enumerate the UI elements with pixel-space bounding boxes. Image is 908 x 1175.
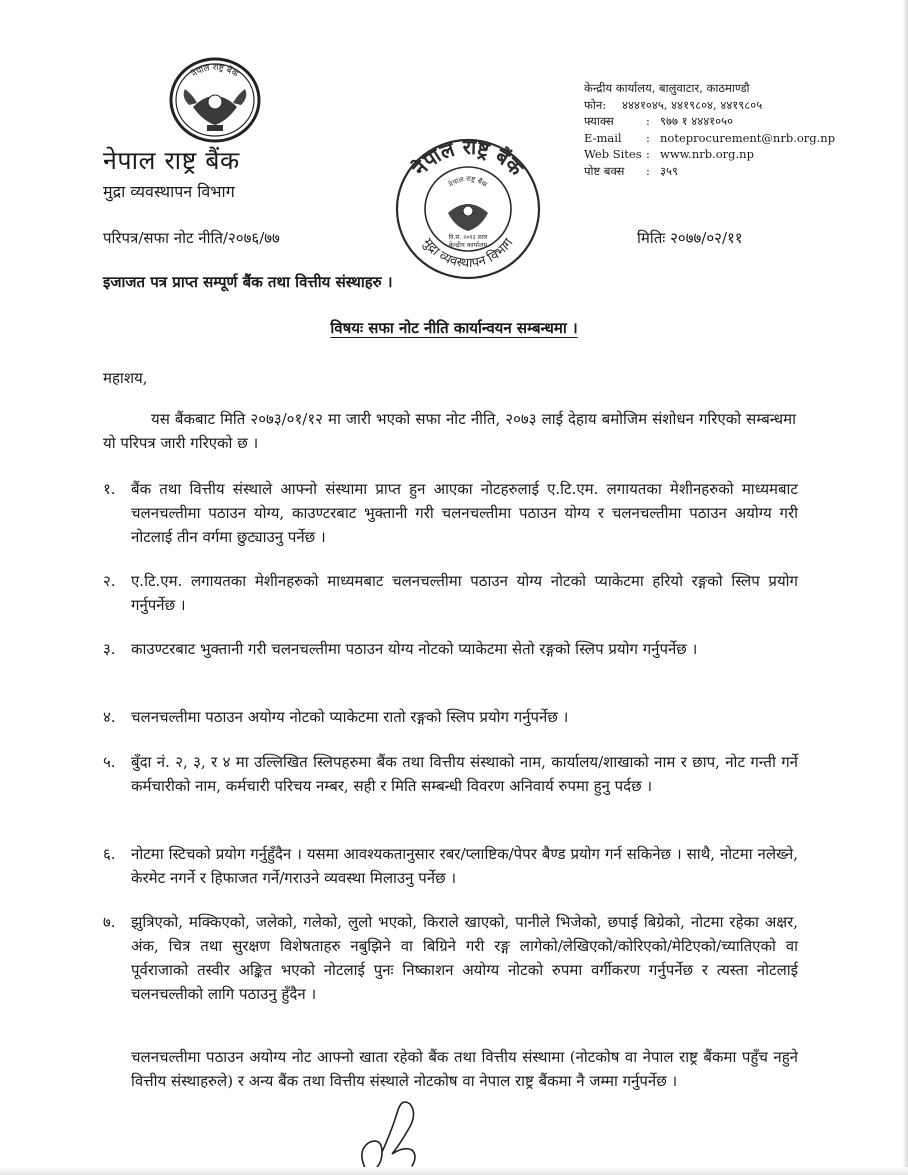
point-text: बैंक तथा वित्तीय संस्थाले आफ्नो संस्थामा प्राप्त हुन आएका नोटहरुलाई ए.टि.एम. लगायतका मेशीनहरुको माध्यमबाट चलनचल्तीमा पठाउन योग्य, काउण्टरबाट भुक्तानी गरी चलनचल्तीमा पठाउन योग्य र चलनचल्तीमा पठाउन अयोग्य गरी नोटलाई तीन वर्गमा छुट्याउनु पर्नेछ ।: [131, 480, 798, 546]
stamp-bottom-text: मुद्रा व्यवस्थापन विभाग: [419, 235, 517, 272]
closing-paragraph: चलनचल्तीमा पठाउन अयोग्य नोट आफ्नो खाता रहेको बैंक तथा वित्तीय संस्थामा (नोटकोष वा नेपाल राष्ट्र बैंकमा पहुँच नहुने वित्तीय संस्थाहरुले) र अन्य बैंक तथा वित्तीय संस्थाले नोटकोष वा नेपाल राष्ट्र बैंकमा नै जम्मा गर्नुपर्नेछ ।: [131, 1048, 798, 1090]
list-item: [103, 910, 798, 1006]
list-item: [103, 637, 798, 661]
logo-ring-text: नेपाल राष्ट्र बैंक: [190, 62, 240, 80]
contact-separator: :: [646, 147, 650, 161]
reference-number: परिपत्र/सफा नोट नीति/२०७६/७७: [103, 229, 280, 247]
contact-separator: :: [646, 130, 650, 145]
contact-separator: :: [646, 114, 650, 128]
contact-address: केन्द्रीय कार्यालय, बालुवाटार, काठमाण्डौ: [584, 81, 750, 95]
stamp-inner-text: नेपाल राष्ट्र बैंक: [447, 174, 489, 189]
contact-label: Web Sites: [584, 147, 642, 161]
stamp-outer-text: नेपाल राष्ट्र बैंक: [407, 135, 529, 181]
contact-separator: :: [646, 163, 650, 178]
point-text: नोटमा स्टिचको प्रयोग गर्नुहुँदैन । यसमा आवश्यकतानुसार रबर/प्लाष्टिक/पेपर बैण्ड प्रयोग गर्न सकिनेछ । साथै, नोटमा नलेख्ने, केरमेट नगर्ने र हिफाजत गर्ने/गराउने व्यवस्था मिलाउनु पर्नेछ ।: [131, 845, 798, 887]
signature: [352, 1090, 432, 1175]
point-number: ४.: [103, 708, 116, 726]
point-list: [103, 910, 798, 1006]
subject-text: विषयः सफा नोट नीति कार्यान्वयन सम्बन्धमा ।: [330, 319, 578, 337]
contact-row: [584, 97, 835, 114]
point-number: १.: [103, 480, 116, 498]
subject-line: [0, 318, 908, 338]
office-stamp: [393, 135, 543, 283]
point-list: [103, 842, 798, 890]
svg-text:नेपाल राष्ट्र बैंक: [407, 135, 530, 181]
letter-date: मितिः २०७७/०२/११: [637, 229, 743, 247]
contact-row: [584, 146, 835, 163]
svg-text:नेपाल राष्ट्र बैंक: [447, 175, 489, 189]
point-text: ए.टि.एम. लगायतका मेशीनहरुको माध्यमबाट चलनचल्तीमा पठाउन योग्य नोटको प्याकेटमा हरियो रङ्गको स्लिप प्रयोग गर्नुपर्नेछ ।: [131, 572, 798, 614]
point-number: ३.: [103, 640, 116, 658]
point-list: [103, 477, 798, 549]
contact-block: [584, 80, 835, 179]
point-list: [103, 705, 798, 729]
point-number: ६.: [103, 845, 116, 863]
list-item: [103, 705, 798, 729]
list-item: [103, 842, 798, 890]
point-list: [103, 750, 798, 798]
list-item: [103, 569, 798, 617]
contact-value: noteprocurement@nrb.org.np: [660, 130, 836, 145]
point-text: झुत्रिएको, मक्किएको, जलेको, गलेको, लुलो भएको, किराले खाएको, पानीले भिजेको, छपाई बिग्रेको, नोटमा रहेका अक्षर, अंक, चित्र तथा सुरक्षण विशेषताहरु नबुझिने वा बिग्रिने गरी रङ्ग लागेको/लेखिएको/कोरिएको/मेटिएको/च्यातिएको वा पूर्वराजाको तस्वीर अङ्कित भएको नोटलाई पुनः निष्काशन अयोग्य नोटको रुपमा वर्गीकरण गर्नुपर्नेछ र त्यस्ता नोटलाई चलनचल्तीको लागि पठाउनु हुँदैन ।: [131, 913, 798, 1003]
point-text: बुँदा नं. २, ३, र ४ मा उल्लिखित स्लिपहरुमा बैंक तथा वित्तीय संस्थाको नाम, कार्यालय/शाखाको नाम र छाप, नोट गन्ती गर्ने कर्मचारीको नाम, कर्मचारी परिचय नम्बर, सही र मिति सम्बन्धी विवरण अनिवार्य रुपमा हुनु पर्दछ ।: [131, 753, 798, 795]
point-text: काउण्टरबाट भुक्तानी गरी चलनचल्तीमा पठाउन योग्य नोटको प्याकेटमा सेतो रङ्गको स्लिप प्रयोग गर्नुपर्नेछ ।: [131, 640, 698, 658]
list-item: [103, 750, 798, 798]
contact-value: www.nrb.org.np: [660, 147, 754, 161]
intro-paragraph: यस बैंकबाट मिति २०७३/०१/१२ मा जारी भएको सफा नोट नीति, २०७३ लाई देहाय बमोजिम संशोधन गरिएको सम्बन्धमा यो परिपत्र जारी गरिएको छ ।: [103, 410, 796, 452]
list-item: [103, 477, 798, 549]
contact-value: ४४४१०४५, ४४१९८०४, ४४१९८०५: [622, 97, 763, 112]
contact-row: [584, 113, 835, 130]
contact-row: [584, 163, 835, 180]
scan-edge-shadow: [902, 0, 908, 1175]
contact-label: E-mail: [584, 130, 622, 145]
point-number: २.: [103, 572, 116, 590]
contact-value: ३५९: [660, 163, 678, 178]
recipient-line: इजाजत पत्र प्राप्त सम्पूर्ण बैंक तथा वित्तीय संस्थाहरु ।: [103, 273, 393, 291]
stamp-inner-bottom: केन्द्रीय कार्यालय: [448, 241, 488, 249]
contact-label: पोष्ट बक्स: [584, 163, 625, 178]
point-list: [103, 637, 798, 661]
point-number: ५.: [103, 753, 116, 771]
contact-value: ९७७ १ ४४४१०५०: [660, 114, 734, 128]
scan-bottom-shadow: [0, 1167, 908, 1175]
point-text: चलनचल्तीमा पठाउन अयोग्य नोटको प्याकेटमा रातो रङ्गको स्लिप प्रयोग गर्नुपर्नेछ ।: [131, 708, 569, 726]
bank-logo-emblem: [167, 55, 263, 145]
salutation: महाशय,: [103, 369, 148, 387]
contact-row: [584, 130, 835, 147]
contact-label: फोन:: [584, 97, 607, 112]
stamp-year: वि.सं. २०१३ साल: [448, 234, 488, 241]
bank-name: नेपाल राष्ट्र बैंक: [103, 146, 240, 175]
department-name: मुद्रा व्यवस्थापन विभाग: [103, 182, 235, 201]
contact-label: फ्याक्स: [584, 114, 614, 128]
point-list: [103, 569, 798, 617]
point-number: ७.: [103, 913, 116, 931]
